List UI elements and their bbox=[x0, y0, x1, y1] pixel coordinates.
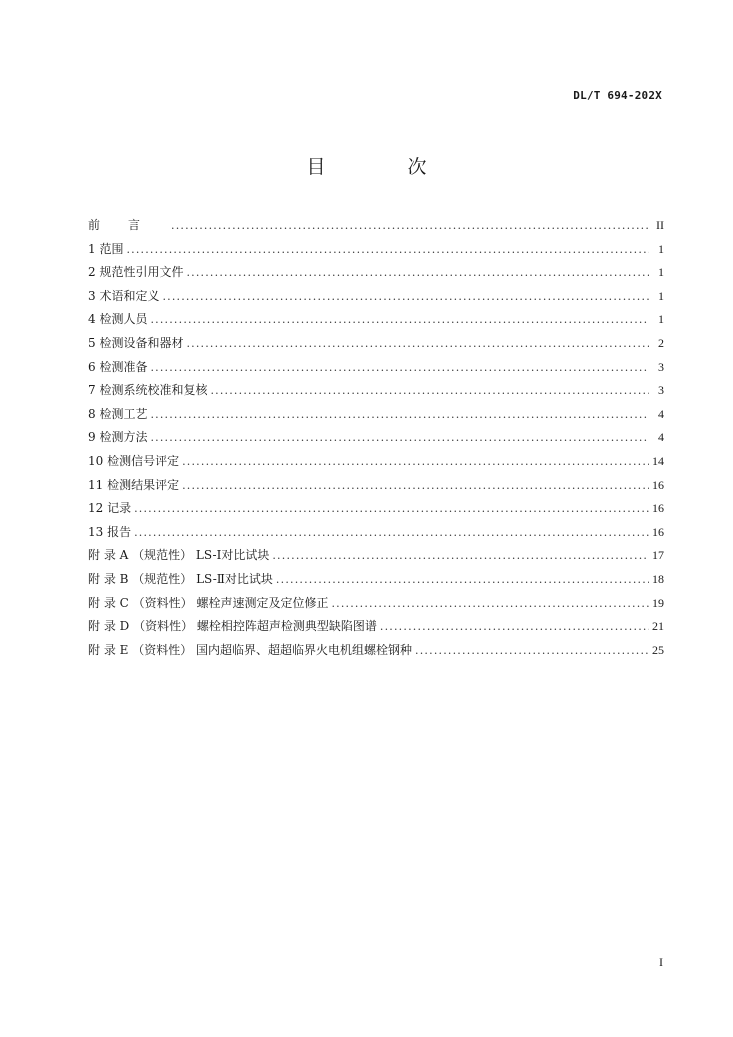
toc-entry-page: 3 bbox=[658, 359, 664, 374]
toc-entry-page: II bbox=[656, 218, 664, 232]
toc-leader-dots bbox=[415, 639, 649, 663]
toc-leader-dots bbox=[134, 521, 649, 545]
toc-entry-label: 附 录 A （规范性） LS-Ⅰ对比试块 bbox=[88, 548, 270, 563]
toc-entry-label: 13 报告 bbox=[88, 524, 132, 539]
toc-leader-dots bbox=[150, 356, 649, 380]
toc-leader-dots bbox=[162, 285, 649, 309]
toc-entry-label: 11 检测结果评定 bbox=[88, 477, 180, 492]
toc-leader-dots bbox=[150, 403, 649, 427]
toc-leader-dots bbox=[182, 450, 649, 474]
toc-entry-2[interactable] bbox=[88, 261, 664, 285]
toc-entry-label: 附 录 B （规范性） LS-Ⅱ对比试块 bbox=[88, 571, 273, 586]
toc-entry-label: 5 检测设备和器材 bbox=[88, 335, 184, 350]
toc-entry-appendix-e[interactable] bbox=[88, 639, 664, 663]
toc-entry-label: 7 检测系统校准和复核 bbox=[88, 383, 208, 398]
toc-leader-dots bbox=[210, 379, 649, 403]
toc-leader-dots bbox=[380, 615, 649, 639]
toc-entry-label: 附 录 E （资料性） 国内超临界、超超临界火电机组螺栓钢种 bbox=[88, 642, 413, 657]
toc-entry-label: 前言 bbox=[88, 218, 169, 232]
toc-entry-page: 25 bbox=[652, 642, 664, 657]
toc-entry-4[interactable] bbox=[88, 308, 664, 332]
toc-entry-page: 1 bbox=[658, 241, 664, 256]
table-of-contents bbox=[88, 214, 664, 662]
toc-entry-page: 4 bbox=[658, 406, 664, 421]
toc-entry-page: 16 bbox=[652, 501, 664, 516]
toc-entry-3[interactable] bbox=[88, 285, 664, 309]
toc-entry-page: 19 bbox=[652, 595, 664, 610]
toc-leader-dots bbox=[171, 214, 649, 238]
toc-entry-11[interactable] bbox=[88, 474, 664, 498]
toc-entry-page: 4 bbox=[658, 430, 664, 445]
toc-entry-label: 9 检测方法 bbox=[88, 430, 148, 445]
toc-entry-page: 1 bbox=[658, 265, 664, 280]
toc-entry-5[interactable] bbox=[88, 332, 664, 356]
toc-entry-foreword[interactable] bbox=[88, 214, 664, 238]
toc-entry-label: 附 录 D （资料性） 螺栓相控阵超声检测典型缺陷图谱 bbox=[88, 619, 377, 634]
toc-entry-page: 21 bbox=[652, 619, 664, 634]
toc-entry-label: 8 检测工艺 bbox=[88, 406, 148, 421]
toc-leader-dots bbox=[272, 544, 649, 568]
page-number: I bbox=[659, 955, 663, 969]
toc-leader-dots bbox=[186, 261, 649, 285]
page-title: 目 次 bbox=[306, 156, 465, 178]
toc-entry-page: 2 bbox=[658, 335, 664, 350]
toc-entry-8[interactable] bbox=[88, 403, 664, 427]
toc-entry-label: 附 录 C （资料性） 螺栓声速测定及定位修正 bbox=[88, 595, 329, 610]
toc-entry-appendix-a[interactable] bbox=[88, 544, 664, 568]
toc-entry-label: 3 术语和定义 bbox=[88, 288, 160, 303]
toc-entry-appendix-c[interactable] bbox=[88, 592, 664, 616]
toc-entry-13[interactable] bbox=[88, 521, 664, 545]
toc-entry-label: 6 检测准备 bbox=[88, 359, 148, 374]
toc-entry-page: 18 bbox=[652, 571, 664, 586]
toc-entry-page: 16 bbox=[652, 477, 664, 492]
document-code: DL/T 694-202X bbox=[573, 89, 662, 102]
toc-leader-dots bbox=[126, 238, 649, 262]
toc-leader-dots bbox=[276, 568, 649, 592]
toc-entry-6[interactable] bbox=[88, 356, 664, 380]
toc-entry-label: 10 检测信号评定 bbox=[88, 453, 180, 468]
toc-leader-dots bbox=[150, 308, 649, 332]
toc-entry-page: 1 bbox=[658, 288, 664, 303]
toc-entry-label: 4 检测人员 bbox=[88, 312, 148, 327]
toc-leader-dots bbox=[186, 332, 649, 356]
toc-entry-7[interactable] bbox=[88, 379, 664, 403]
toc-entry-10[interactable] bbox=[88, 450, 664, 474]
toc-entry-page: 14 bbox=[652, 453, 664, 468]
toc-entry-page: 1 bbox=[658, 312, 664, 327]
toc-leader-dots bbox=[150, 426, 649, 450]
toc-entry-9[interactable] bbox=[88, 426, 664, 450]
toc-leader-dots bbox=[182, 474, 649, 498]
toc-entry-label: 1 范围 bbox=[88, 241, 124, 256]
toc-entry-appendix-b[interactable] bbox=[88, 568, 664, 592]
toc-entry-12[interactable] bbox=[88, 497, 664, 521]
toc-entry-label: 2 规范性引用文件 bbox=[88, 265, 184, 280]
toc-entry-1[interactable] bbox=[88, 238, 664, 262]
toc-leader-dots bbox=[331, 592, 649, 616]
toc-entry-appendix-d[interactable] bbox=[88, 615, 664, 639]
toc-entry-label: 12 记录 bbox=[88, 501, 132, 516]
toc-entry-page: 16 bbox=[652, 524, 664, 539]
toc-leader-dots bbox=[134, 497, 649, 521]
toc-entry-page: 17 bbox=[652, 548, 664, 563]
toc-entry-page: 3 bbox=[658, 383, 664, 398]
